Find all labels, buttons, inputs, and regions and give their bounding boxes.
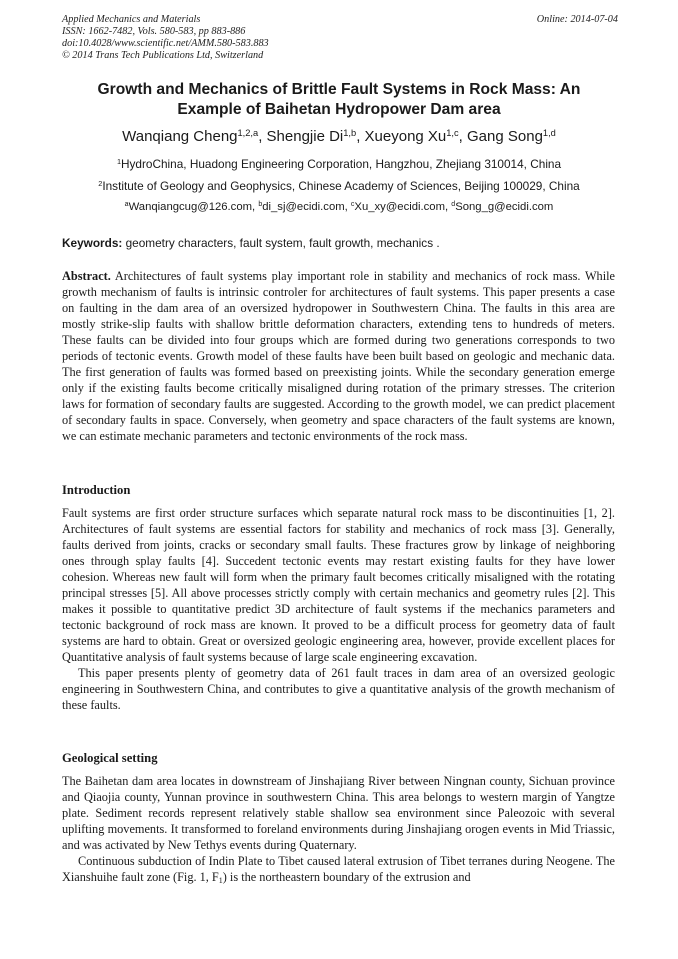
author-name: Wanqiang Cheng: [122, 128, 238, 145]
abstract-paragraph: [62, 268, 615, 444]
author-list: [62, 127, 616, 147]
fault-subscript: 1: [218, 875, 223, 885]
affiliation-superscript: 1: [116, 156, 121, 166]
geological-setting-section: [62, 773, 615, 885]
copyright-line: © 2014 Trans Tech Publications Ltd, Switzerland: [62, 50, 264, 61]
title-line-2: Example of Baihetan Hydropower Dam area: [177, 101, 501, 118]
affiliation-text: Institute of Geology and Geophysics, Chinese Academy of Sciences, Beijing 100029, China: [102, 179, 580, 193]
doi-line: doi:10.4028/www.scientific.net/AMM.580-583.883: [62, 38, 269, 49]
introduction-section: [62, 505, 615, 713]
email-superscript: a: [124, 201, 129, 209]
paragraph: [62, 853, 615, 885]
issn-line: ISSN: 1662-7482, Vols. 580-583, pp 883-886: [62, 26, 246, 37]
author-emails: [62, 199, 616, 215]
email-superscript: d: [451, 201, 456, 209]
email-address: Wanqiangcug@126.com,: [128, 201, 259, 213]
affiliation-2: [62, 178, 616, 194]
online-date: Online: 2014-07-04: [536, 14, 618, 25]
paragraph: The Baihetan dam area locates in downstream of Jinshajiang River between Ningnan county, Sichuan province and Qiaojia county, Yunnan province in southwestern China. This area belongs to western margin of Yangtze plate. Sediment records represent relatively stable shallow sea environment since Paleozoic with several uplifting movements. It transformed to foreland environments during Jinshajiang orogen events in Mid Triassic, and was activated by New Tethys events during Quaternary.: [62, 774, 615, 852]
keywords: [62, 235, 618, 251]
title-line-1: Growth and Mechanics of Brittle Fault Systems in Rock Mass: An: [97, 81, 581, 98]
email-address: Xu_xy@ecidi.com,: [354, 201, 452, 213]
email-superscript: c: [350, 201, 355, 209]
section-heading-introduction: Introduction: [62, 483, 131, 497]
author-name: Xueyong Xu: [364, 128, 447, 145]
author-separator: ,: [356, 128, 365, 145]
author-separator: ,: [258, 128, 267, 145]
author-name: Shengjie Di: [266, 128, 344, 145]
keywords-label: Keywords:: [62, 236, 123, 250]
abstract-text: Architectures of fault systems play important role in stability and mechanics of rock mass. While growth mechanism of faults is intrinsic controler for architectures of fault systems. This paper presents a case on faulting in the dam area of an oversized hydropower in Southwestern China. The faults in this area are mostly strike-slip faults with shallow brittle deformation characters, extending tens to hundreds of meters. These faults can be divided into four groups which are formed during two generations corresponds to two periods of tectonic events. Growth model of these faults have been built based on geologic and mechanic data. The first generation of faults was formed based on preexisting joints. While the secondary generation emerge only if the existing faults become critically misaligned during rotation of the primary stresses. The criterion laws for formation of secondary faults are suggested. According to the growth model, we can predict placement of secondary faults in space. Conversely, when geometry and space characters of the fault systems are known, we can estimate mechanic parameters and tectonic environments of the rock mass.: [62, 269, 615, 443]
journal-header: [62, 14, 618, 62]
section-heading-geological-setting: Geological setting: [62, 751, 158, 765]
author-superscript: 1,2,a: [237, 127, 259, 138]
journal-name: Applied Mechanics and Materials: [62, 14, 201, 25]
affiliation-superscript: 2: [98, 178, 103, 188]
abstract-label: Abstract.: [62, 269, 111, 283]
email-address: di_sj@ecidi.com,: [262, 201, 351, 213]
paragraph: This paper presents plenty of geometry data of 261 fault traces in dam area of an oversized geologic engineering in Southwestern China, and contributes to give a quantitative analysis of the growth mechanism of these faults.: [62, 666, 615, 712]
paragraph: Fault systems are first order structure surfaces which separate natural rock mass to be discontinuities [1, 2]. Architectures of fault systems are essential factors for stability and mechanics of rock mass [3]. Generally, faults derived from joints, cracks or secondary small faults. These fractures grow by linkage of neighboring ones through splay faults [4]. Succedent tectonic events may restart existing faults for they have lower cohesion. Whereas new fault will form when the primary fault becomes critically misaligned with the rotating principal stresses [5]. All above processes strictly comply with certain mechanics and geometry rules [2]. This makes it possible to quantitative predict 3D architecture of fault systems if the mechanics parameters and tectonic background of rock mass are known. It proved to be a difficult process for geometry data of fault systems are hard to obtain. Great or oversized geologic engineering area, however, provide excellent places for Quantitative analysis of fault systems because of large scale engineering excavation.: [62, 506, 615, 664]
author-superscript: 1,c: [446, 127, 459, 138]
email-address: Song_g@ecidi.com: [455, 201, 554, 213]
paper-title: [62, 80, 616, 120]
author-separator: ,: [458, 128, 468, 145]
paragraph-text: Continuous subduction of Indin Plate to Tibet caused lateral extrusion of Tibet terranes during Neogene. The Xianshuihe fault zone (Fig. 1, F: [62, 854, 615, 884]
author-superscript: 1,d: [542, 127, 556, 138]
affiliation-text: HydroChina, Huadong Engineering Corporation, Hangzhou, Zhejiang 310014, China: [121, 157, 562, 171]
keywords-text: geometry characters, fault system, fault growth, mechanics .: [122, 236, 440, 250]
paragraph-text: ) is the northeastern boundary of the extrusion and: [222, 870, 471, 884]
author-name: Gang Song: [467, 128, 543, 145]
abstract: [62, 268, 615, 444]
affiliation-1: [62, 156, 616, 172]
email-superscript: b: [258, 201, 263, 209]
author-superscript: 1,b: [343, 127, 357, 138]
